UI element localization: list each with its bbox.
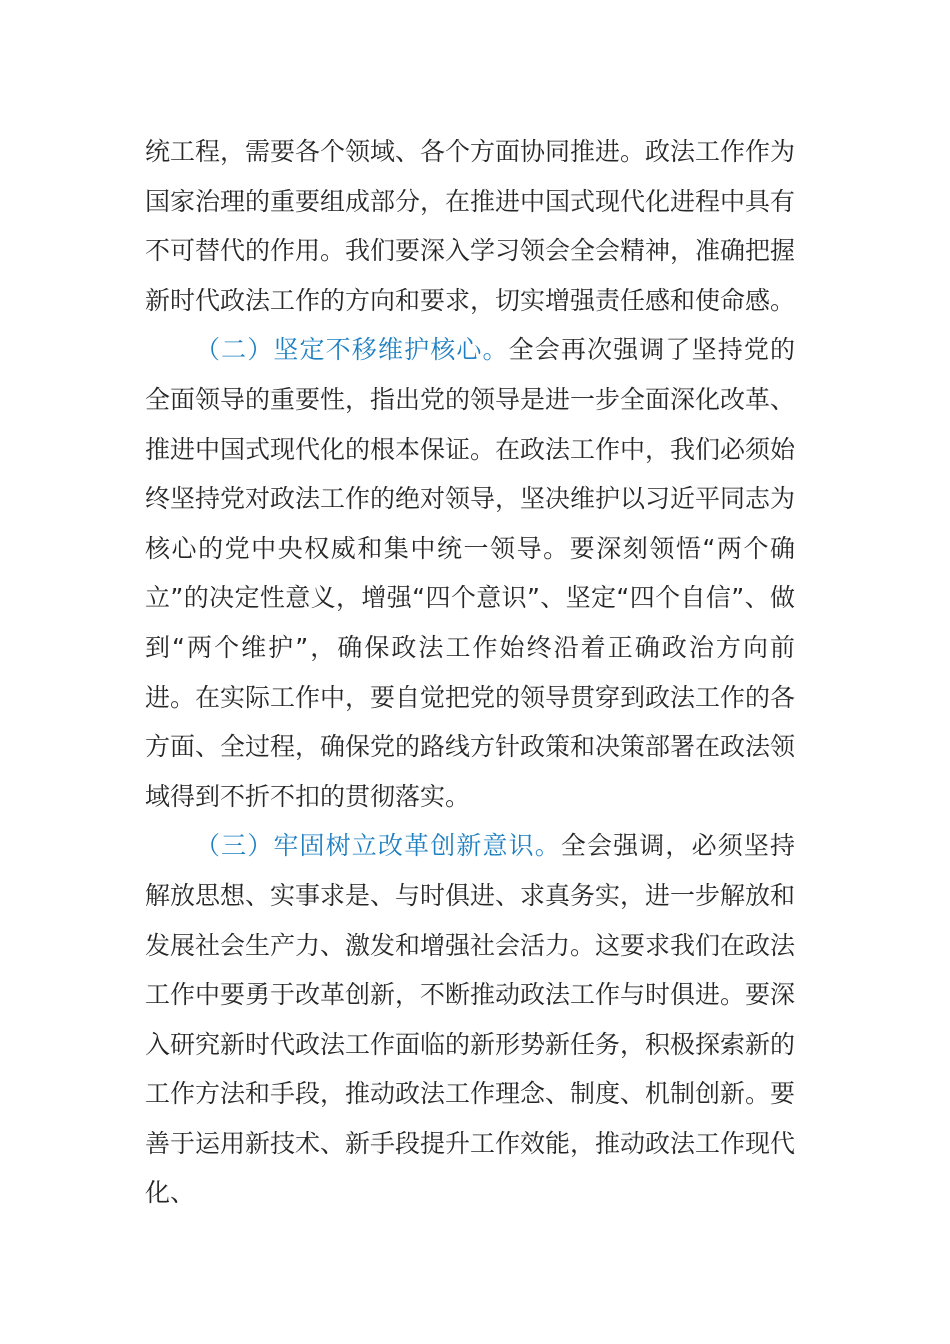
paragraph-reform-innovation <box>145 821 795 1218</box>
paragraph-text: 全会再次强调了坚持党的全面领导的重要性，指出党的领导是进一步全面深化改革、推进中国式现代化的根本保证。在政法工作中，我们必须始终坚持党对政法工作的绝对领导，坚决维护以习近平同志为核心的党中央权威和集中统一领导。要深刻领悟“两个确立”的决定性意义，增强“四个意识”、坚定“四个自信”、做到“两个维护”，确保政法工作始终沿着正确政治方向前进。在实际工作中，要自觉把党的领导贯穿到政法工作的各方面、全过程，确保党的路线方针政策和决策部署在政法领域得到不折不扣的贯彻落实。 <box>145 335 796 811</box>
paragraph-text: 全会强调，必须坚持解放思想、实事求是、与时俱进、求真务实，进一步解放和发展社会生产力、激发和增强社会活力。这要求我们在政法工作中要勇于改革创新，不断推动政法工作与时俱进。要深入研究新时代政法工作面临的新形势新任务，积极探索新的工作方法和手段，推动政法工作理念、制度、机制创新。要善于运用新技术、新手段提升工作效能，推动政法工作现代化、 <box>145 831 796 1208</box>
paragraph-maintain-core <box>145 325 795 821</box>
section-heading: （三）牢固树立改革创新意识。 <box>195 831 561 861</box>
section-heading: （二）坚定不移维护核心。 <box>195 335 509 365</box>
paragraph-text: 统工程，需要各个领域、各个方面协同推进。政法工作作为国家治理的重要组成部分，在推进中国式现代化进程中具有不可替代的作用。我们要深入学习领会全会精神，准确把握新时代政法工作的方向和要求，切实增强责任感和使命感。 <box>145 137 796 315</box>
paragraph-continuation <box>145 127 795 325</box>
document-body <box>145 127 795 1218</box>
